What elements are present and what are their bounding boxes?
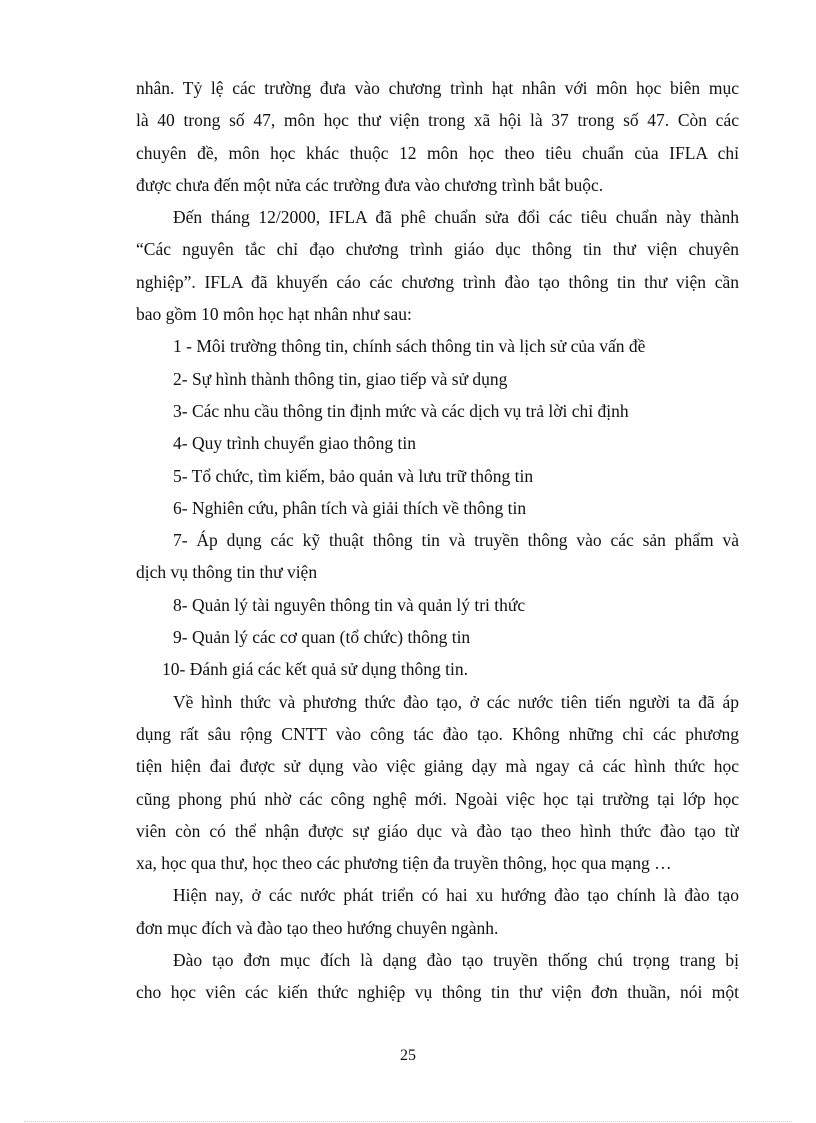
page-number: 25 bbox=[400, 1047, 416, 1064]
paragraph-3-line-6: xa, học qua thư, học theo các phương tiện đa truyền thông, học qua mạng … bbox=[136, 853, 672, 874]
paragraph-5-line-1: Đào tạo đơn mục đích là dạng đào tạo truyền thống chú trọng trang bị bbox=[173, 950, 739, 971]
core-subject-item-9: 9- Quản lý các cơ quan (tổ chức) thông tin bbox=[173, 627, 471, 648]
paragraph-3-line-1: Về hình thức và phương thức đào tạo, ở các nước tiên tiến người ta đã áp bbox=[173, 691, 739, 712]
paragraph-1-line-2: là 40 trong số 47, môn học thư viện trong xã hội là 37 trong số 47. Còn các bbox=[136, 110, 739, 131]
core-subject-item-8: 8- Quản lý tài nguyên thông tin và quản lý tri thức bbox=[173, 594, 526, 615]
core-subject-item-10: 10- Đánh giá các kết quả sử dụng thông tin. bbox=[162, 659, 468, 680]
paragraph-3-line-2: dụng rất sâu rộng CNTT vào công tác đào tạo. Không những chỉ các phương bbox=[136, 723, 739, 744]
paragraph-4-line-1: Hiện nay, ở các nước phát triển có hai xu hướng đào tạo chính là đào tạo bbox=[173, 885, 739, 906]
core-subject-item-4: 4- Quy trình chuyển giao thông tin bbox=[173, 433, 417, 454]
core-subject-item-7-line-2: dịch vụ thông tin thư viện bbox=[136, 562, 318, 583]
paragraph-4-line-2: đơn mục đích và đào tạo theo hướng chuyên ngành. bbox=[136, 917, 499, 938]
core-subject-item-6: 6- Nghiên cứu, phân tích và giải thích về thông tin bbox=[173, 497, 527, 518]
paragraph-3-line-3: tiện hiện đai được sử dụng vào việc giảng dạy mà ngay cả các hình thức học bbox=[136, 756, 739, 777]
core-subject-item-2: 2- Sự hình thành thông tin, giao tiếp và sử dụng bbox=[173, 368, 508, 389]
paragraph-3-line-4: cũng phong phú nhờ các công nghệ mới. Ngoài việc học tại trường tại lớp học bbox=[136, 788, 739, 809]
paragraph-2-line-3: nghiệp”. IFLA đã khuyến cáo các chương trình đào tạo thông tin thư viện cần bbox=[136, 271, 739, 292]
core-subject-item-3: 3- Các nhu cầu thông tin định mức và các dịch vụ trả lời chỉ định bbox=[173, 400, 629, 421]
paragraph-1-line-1: nhân. Tỷ lệ các trường đưa vào chương trình hạt nhân với môn học biên mục bbox=[136, 78, 739, 98]
document-body bbox=[136, 72, 739, 1009]
paragraph-1-line-3: chuyên đề, môn học khác thuộc 12 môn học theo tiêu chuẩn của IFLA chỉ bbox=[136, 142, 739, 163]
paragraph-2-line-2: “Các nguyên tắc chỉ đạo chương trình giáo dục thông tin thư viện chuyên bbox=[136, 239, 739, 260]
core-subject-item-5: 5- Tổ chức, tìm kiếm, bảo quản và lưu trữ thông tin bbox=[173, 465, 534, 486]
paragraph-5-line-2: cho học viên các kiến thức nghiệp vụ thông tin thư viện đơn thuần, nói một bbox=[136, 982, 739, 1003]
core-subject-item-1: 1 - Môi trường thông tin, chính sách thông tin và lịch sử của vấn đề bbox=[173, 336, 646, 357]
page-bottom-divider bbox=[24, 1121, 792, 1122]
paragraph-3-line-5: viên còn có thể nhận được sự giáo dục và đào tạo theo hình thức đào tạo từ bbox=[136, 820, 739, 841]
core-subject-item-7-line-1: 7- Áp dụng các kỹ thuật thông tin và truyền thông vào các sản phẩm và bbox=[173, 530, 739, 551]
paragraph-2-line-1: Đến tháng 12/2000, IFLA đã phê chuẩn sửa đổi các tiêu chuẩn này thành bbox=[173, 207, 739, 228]
paragraph-1-line-4: được chưa đến một nửa các trường đưa vào chương trình bắt buộc. bbox=[136, 174, 604, 195]
paragraph-2-line-4: bao gồm 10 môn học hạt nhân như sau: bbox=[136, 304, 412, 325]
